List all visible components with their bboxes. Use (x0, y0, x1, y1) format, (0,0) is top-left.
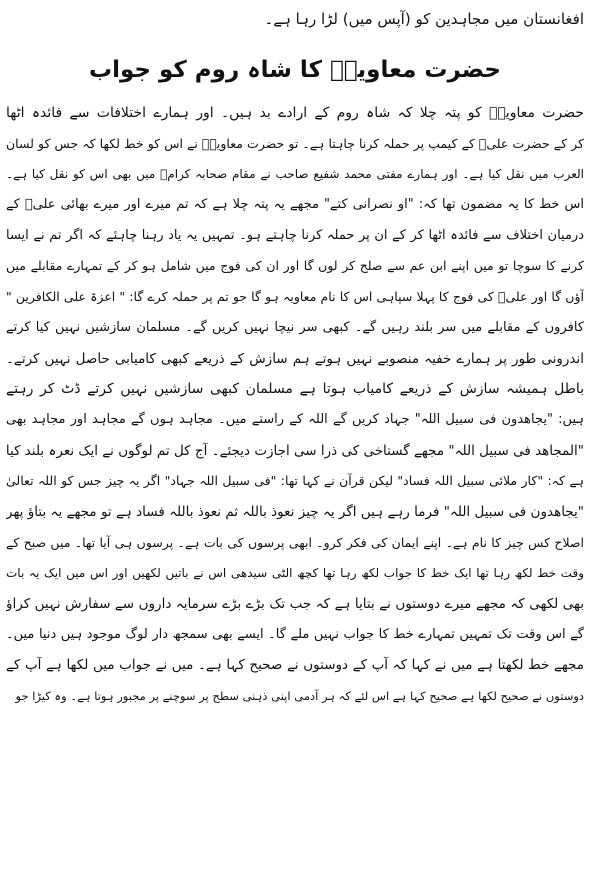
text-line: اندرونی طور پر ہمارے خفیہ منصوبے نہیں ہوتے ہم سازش کے ذریعے کبھی کامیابی حاصل نہیں کرتے۔ (6, 350, 584, 367)
text-line: گے اس وقت تک تمہیں تمہارے خط کا جواب نہیں ملے گا۔ ایسے بھی سمجھ دار لوگ موجود ہیں دنیا میں۔ (6, 626, 584, 642)
body-text (6, 98, 584, 712)
text-line: حضرت معاویہؓ کو پتہ چلا کہ شاہ روم کے ارادے بد ہیں۔ اور ہمارے اختلافات سے فائدہ اٹھا (6, 105, 584, 121)
text-line: ہیں: "یجاھدون فی سبیل اللہ" جہاد کریں گے اللہ کے راستے میں۔ مجاہد ہوں گے مجاہد اور مجاہد بھی (6, 411, 584, 427)
text-line: دوستوں نے صحیح لکھا ہے صحیح کہا ہے اس لئے کہ ہر آدمی اپنی ذہنی سطح پر سوچنے پر مجبور ہوتا ہے۔ وہ کیڑا جو (15, 689, 584, 704)
text-line: کر کے حضرت علیؓ کے کیمپ پر حملہ کرنا چاہتا ہے۔ تو حضرت معاویہؓ نے اس کو خط لکھا کہ جس کو لسان (6, 135, 584, 151)
text-line: کافروں کے مقابلے میں سر بلند رہیں گے۔ کبھی سر نیچا نہیں کریں گے۔ مسلمان سازشیں نہیں کیا کرتے (6, 319, 584, 335)
text-line: "المجاھد فی سبیل اللہ" مجھے گستاخی کی ذرا سی اجازت دیجئے۔ آج کل تم لوگوں نے ایک نعرہ بلند کیا (6, 442, 584, 459)
text-line: "یجاھدون فی سبیل اللہ" فرما رہے ہیں اگر یہ چیز نعوذ باللہ ثم نعوذ باللہ فساد ہے تو مجھے یہ بتاؤ پھر (6, 503, 584, 520)
text-line: آؤں گا اور علیؓ کی فوج کا پہلا سپاہی اس کا نام معاویہ ہو گا جو تم پر حملہ کرے گا: " اعزۃ علی الکافرین " (6, 289, 584, 305)
text-line: مجھے خط لکھتا ہے میں نے کہا کہ آپ کے دوستوں نے صحیح کہا ہے۔ میں نے جواب میں لکھا ہے آپ کے (6, 657, 584, 674)
text-line: اصلاح کس چیز کا نام ہے۔ اپنے ایمان کی فکر کرو۔ ابھی پرسوں کی بات ہے۔ پرسوں ہی آیا تھا۔ میں صبح کے (6, 534, 584, 550)
text-line: وقت خط لکھ رہا تھا ایک خط کا جواب لکھ رہا تھا کچھ الٹی سیدھی اس نے باتیں لکھیں اور اس میں ایک یہ بات (6, 566, 584, 581)
text-line: العرب میں نقل کیا ہے۔ اور ہمارے مفتی محمد شفیع صاحب نے مقام صحابہ کرامؓ میں بھی اس کو نقل کیا ہے۔ (6, 167, 584, 182)
text-line: اس خط کا یہ مضمون تھا کہ: "او نصرانی کتے" مجھے یہ پتہ چلا ہے کہ تم میرے اور میرے بھائی علیؓ کے (6, 197, 584, 213)
text-line: باطل ہمیشہ سازش کے ذریعے کامیاب ہوتا ہے مسلمان کبھی سازشیں نہیں کرتے ڈٹ کر رہتے (6, 381, 584, 398)
text-line: کرنے کا سوچا تو میں اپنے ابن عم سے صلح کر لوں گا اور ان کی فوج میں شامل ہو کر کے تمہارے مقابلے میں (6, 258, 584, 274)
document-page (6, 6, 584, 879)
intro-line: افغانستان میں مجاہدین کو (آپس میں) لڑا رہا ہے۔ (264, 10, 584, 28)
text-line: درمیان اختلاف سے فائدہ اٹھا کر کے ان پر حملہ کرنا چاہتے ہو۔ تمہیں یہ یاد رہنا چاہئے کہ اگر تم نے ایسا (6, 227, 584, 243)
section-heading: حضرت معاویہؓ کا شاہ روم کو جواب (88, 57, 502, 83)
text-line: بھی لکھی کہ مجھے میرے دوستوں نے بتایا ہے کہ جب تک بڑے بڑے سرمایہ داروں سے سفارش نہیں کراؤ (6, 596, 584, 612)
text-line: ہے کہ: "کار ملائی سبیل اللہ فساد" لیکن قرآن نے کہا تھا: "فی سبیل اللہ جہاد" اگر یہ چیز جس کو اللہ تعالیٰ (6, 473, 584, 489)
